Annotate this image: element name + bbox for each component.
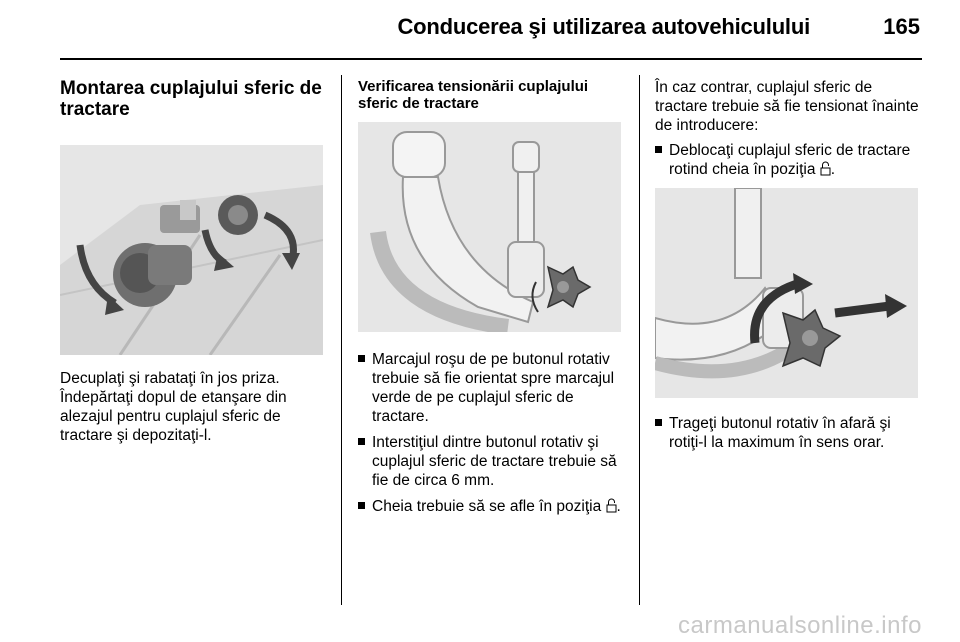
check-list [358,350,623,518]
list-item [655,141,920,181]
column-divider-1 [341,75,342,605]
open-padlock-icon [606,498,617,518]
bullet-icon [655,146,662,153]
column-divider-2 [639,75,640,605]
section-title: Montarea cuplajului sferic de tractare [60,78,322,120]
figure-ball-coupling-check [358,122,621,332]
list-item-end: . [616,498,621,515]
column-2 [358,78,623,525]
intro-paragraph: În caz contrar, cuplajul sferic de tractare trebuie să fie tensionat înainte de introducere: [655,79,919,134]
list-item-end: . [830,161,836,178]
list-item-text: Deblocaţi cuplajul sferic de tractare rotind cheia în poziţia [669,142,911,178]
tension-steps-list [655,141,920,181]
list-item-text: Marcajul roşu de pe butonul rotativ trebuie să fie orientat spre marcajul verde de pe cuplajul sferic de tractare. [372,351,615,425]
bullet-icon [358,438,365,445]
watermark-logo: carmanualsonline.info [678,612,922,639]
bullet-icon [655,419,662,426]
figure-knob-release [655,188,918,398]
list-item [358,497,623,518]
bullet-icon [358,355,365,362]
sub-section-title: Verificarea tensionării cuplajului sferic de tractare [358,78,589,112]
page-number: 165 [883,14,920,39]
figure-socket-removal [60,145,323,355]
column-3 [655,78,920,459]
bullet-icon [358,502,365,509]
list-item-text: Trageţi butonul rotativ în afară şi rotiţi-l la maximum în sens orar. [669,415,891,451]
page-header-title: Conducerea şi utilizarea autovehiculului [397,14,810,39]
list-item [358,350,623,426]
tension-steps-list-2 [655,414,920,452]
list-item [358,433,623,490]
instruction-paragraph: Decuplaţi şi rabataţi în jos priza. Îndepărtaţi dopul de etanşare din alezajul pentru cuplajul sferic de tractare şi depozitaţi-l. [60,370,287,444]
list-item-text: Cheia trebuie să se afle în poziţia [372,498,602,515]
list-item [655,414,920,452]
list-item-text: Interstiţiul dintre butonul rotativ şi cuplajul sferic de tractare trebuie să fie de circa 6 mm. [372,434,617,489]
open-padlock-icon [820,161,831,181]
column-1 [60,78,325,445]
header-divider [60,58,922,60]
